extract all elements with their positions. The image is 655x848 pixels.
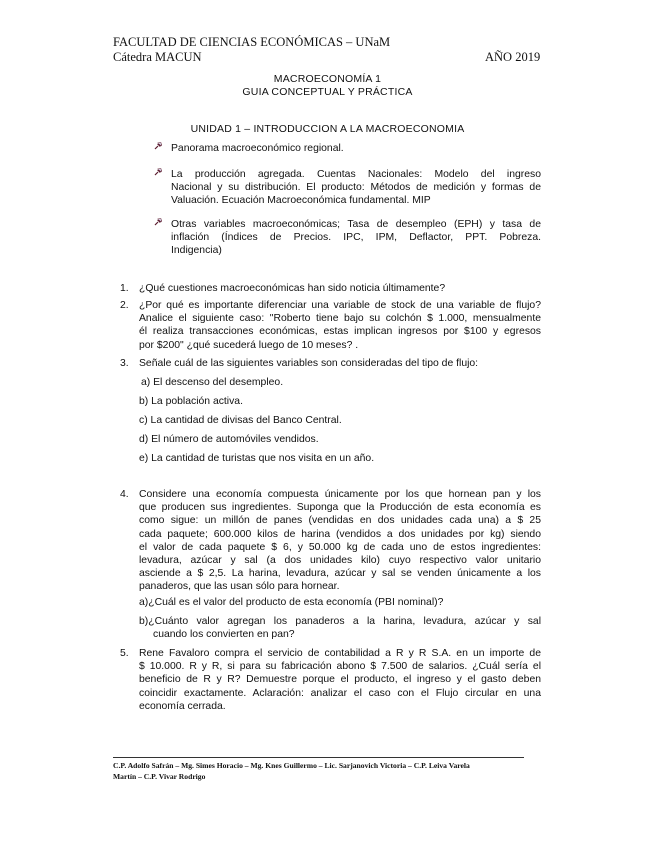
question-4b	[139, 615, 541, 641]
option-item: d) El número de automóviles vendidos.	[139, 434, 319, 445]
footer-line: C.P. Adolfo Safrán – Mg. Simes Horacio – Mg. Knes Guillermo – Lic. Sarjanovich Victoria – C.P. Leiva Varela	[113, 761, 470, 770]
option-item: b) La población activa.	[139, 396, 243, 407]
question-line: beneficio de R y R? Demuestre porque el producto, el ingreso y el gasto deben	[139, 674, 541, 686]
question-number: 1.	[120, 283, 129, 294]
question-4a: a)¿Cuál es el valor del producto de esta economía (PBI nominal)?	[139, 597, 444, 608]
question-line: asciende a $ 2,5. La harina, levadura, azúcar y sal se venden únicamente a los	[139, 568, 541, 580]
question-5	[139, 647, 541, 713]
topic-line: La producción agregada. Cuentas Nacionales: Modelo del ingreso	[171, 169, 541, 180]
unit-title: UNIDAD 1 – INTRODUCCION A LA MACROECONOMIA	[190, 123, 465, 135]
guide-title: GUIA CONCEPTUAL Y PRÁCTICA	[242, 86, 413, 98]
option-item: a) El descenso del desempleo.	[141, 377, 284, 388]
question-number: 3.	[120, 358, 129, 369]
question-line: como sigue: un millón de panes (vendidas en dos unidades cada una) a $ 25	[139, 515, 541, 527]
footer-authors	[113, 760, 543, 782]
question-line: ¿Qué cuestiones macroeconómicas han sido noticia últimamente?	[139, 283, 446, 294]
question-4	[139, 488, 541, 594]
question-3	[139, 357, 541, 370]
question-line: $ 10.000. R y R, si para su fabricación abono $ 7.500 de salarios. ¿Cuál sería el	[139, 661, 541, 673]
question-line: por $200" ¿qué sucederá luego de 10 meses? .	[139, 339, 359, 351]
topic-line: Indigencia)	[171, 245, 222, 257]
course-title: MACROECONOMÍA 1	[273, 73, 382, 85]
question-line: b)¿Cuánto valor agregan los panaderos a la harina, levadura, azúcar y sal	[139, 616, 541, 627]
question-line: que producen sus ingredientes. Suponga que la Producción de esta economía es	[139, 502, 541, 514]
question-line: Considere una economía compuesta únicamente por los que hornean pan y los	[139, 489, 541, 500]
year-label: AÑO 2019	[485, 50, 541, 64]
question-1	[139, 282, 541, 295]
option-item: e) La cantidad de turistas que nos visita en un año.	[139, 453, 375, 464]
question-2	[139, 299, 541, 352]
footer-line: Martín – C.P. Vivar Rodrigo	[113, 772, 206, 781]
topic-line: Otras variables macroeconómicas; Tasa de desempleo (EPH) y tasa de	[171, 219, 541, 230]
question-line: Señale cuál de las siguientes variables son consideradas del tipo de flujo:	[139, 358, 479, 369]
question-line: levadura, azúcar y sal (a dos unidades kilo) cuyo respectivo valor unitario	[139, 555, 541, 567]
option-item: c) La cantidad de divisas del Banco Central.	[139, 415, 342, 426]
question-line: cada paquete; 600.000 kilos de harina (vendidos a dos unidades por kg) siendo	[139, 528, 541, 540]
question-number: 5.	[120, 648, 129, 659]
chair-name: Cátedra MACUN	[113, 50, 202, 64]
topic-item	[171, 218, 541, 258]
pin-bullet-icon	[153, 167, 163, 177]
question-line: ¿Por qué es importante diferenciar una variable de stock de una variable de flujo?	[139, 300, 541, 311]
question-line: cuando los convierten en pan?	[153, 629, 295, 641]
question-line: coincidir exactamente. Aclaración: analizar el caso con el Flujo circular en una	[139, 687, 541, 699]
question-line: Rene Favaloro compra el servicio de contabilidad a R y R S.A. en un importe de	[139, 648, 541, 659]
question-line: panaderos, que las usan sólo para hornear.	[139, 581, 340, 593]
question-line: él realiza transacciones económicas, estas implican ingresos por $100 y egresos	[139, 326, 541, 338]
topic-line: Nacional y su distribución. El producto: Métodos de medición y formas de	[171, 182, 541, 194]
question-number: 4.	[120, 489, 129, 500]
question-line: economía cerrada.	[139, 700, 226, 712]
topic-line: Valuación. Ecuación Macroeconómica fundamental. MIP	[171, 195, 431, 207]
question-line: el valor de cada paquete $ 6, y 50.000 kg de cada uno de estos ingredientes:	[139, 541, 541, 553]
footer-divider	[113, 757, 524, 758]
topic-line: inflación (Índices de Precios. IPC, IPM, Deflactor, PPT. Pobreza.	[171, 232, 541, 244]
pin-bullet-icon	[153, 141, 163, 151]
faculty-header: FACULTAD DE CIENCIAS ECONÓMICAS – UNaM	[113, 35, 391, 49]
pin-bullet-icon	[153, 217, 163, 227]
topic-item	[171, 168, 541, 208]
topic-item	[171, 142, 541, 155]
question-number: 2.	[120, 300, 129, 311]
topic-line: Panorama macroeconómico regional.	[171, 143, 344, 154]
question-line: Analice el siguiente caso: "Roberto tiene bajo su colchón $ 1.000, mensualmente	[139, 313, 541, 325]
